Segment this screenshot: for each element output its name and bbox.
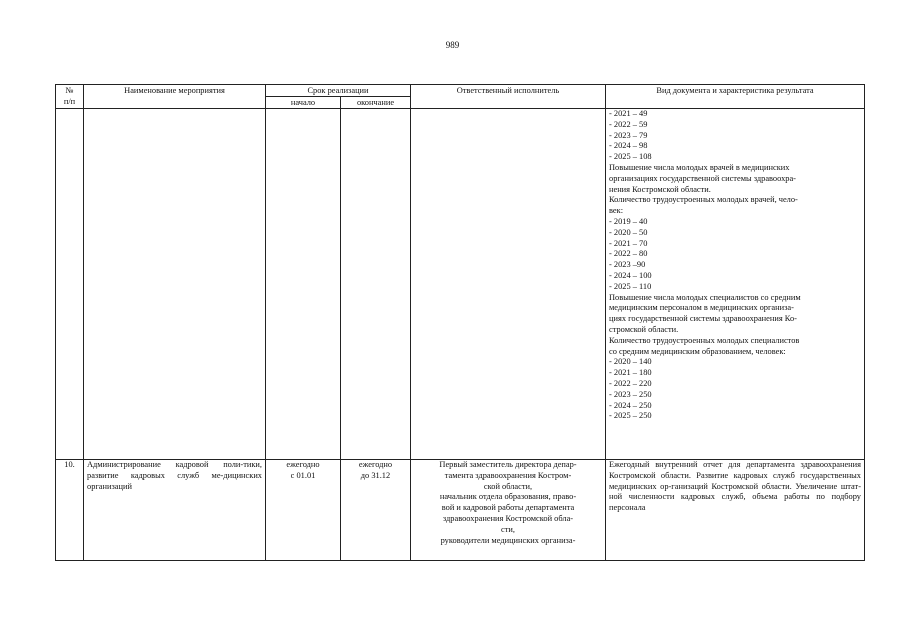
- row2-executor: [411, 460, 606, 561]
- header-num: № п/п: [56, 85, 84, 109]
- result-line: - 2025 – 250: [609, 411, 652, 421]
- result-line: Повышение числа молодых врачей в медицинских: [609, 162, 790, 172]
- measures-table: [55, 84, 865, 561]
- row1-executor: [411, 109, 606, 460]
- result-line: - 2024 – 250: [609, 400, 652, 410]
- result-line: - 2022 – 220: [609, 378, 652, 388]
- header-result: Вид документа и характеристика результата: [606, 85, 865, 109]
- row1-name: [84, 109, 266, 460]
- start-line: ежегодно: [286, 460, 320, 469]
- header-end: окончание: [341, 97, 411, 109]
- row1-start: [266, 109, 341, 460]
- table-row: [56, 460, 865, 561]
- result-line: Повышение числа молодых специалистов со средним: [609, 292, 801, 302]
- result-line: - 2020 – 50: [609, 227, 648, 237]
- result-line: циях государственной системы здравоохранения Ко-: [609, 314, 797, 324]
- row2-start: [266, 460, 341, 561]
- result-line: - 2023 – 79: [609, 130, 648, 140]
- result-line: стромской области.: [609, 324, 679, 334]
- result-line: со средним медицинским образованием, человек:: [609, 346, 786, 356]
- row2-name: Администрирование кадровой поли-тики, развитие кадровых служб ме-дицинских организаций: [84, 460, 266, 561]
- executor-line: тамента здравоохранения Костром-: [444, 470, 572, 480]
- executor-line: сти,: [501, 524, 515, 534]
- row2-num: 10.: [56, 460, 84, 561]
- page-number: 989: [445, 40, 460, 50]
- result-line: Количество трудоустроенных молодых специалистов: [609, 335, 800, 345]
- executor-line: здравоохранения Костромской обла-: [442, 513, 574, 523]
- row1-result: [606, 109, 865, 460]
- executor-line: Первый заместитель директора депар-: [439, 460, 577, 469]
- result-line: - 2022 – 80: [609, 249, 648, 259]
- executor-line: вой и кадровой работы департамента: [441, 503, 575, 513]
- result-line: медицинским персоналом в медицинских организа-: [609, 303, 794, 313]
- end-line: до 31.12: [360, 470, 391, 480]
- header-period: Срок реализации: [266, 85, 411, 97]
- result-line: - 2021 – 49: [609, 109, 648, 118]
- end-line: ежегодно: [358, 460, 393, 469]
- row1-end: [341, 109, 411, 460]
- result-line: - 2020 – 140: [609, 357, 652, 367]
- result-line: - 2021 – 70: [609, 238, 648, 248]
- header-executor: Ответственный исполнитель: [411, 85, 606, 109]
- result-line: - 2019 – 40: [609, 216, 648, 226]
- row1-num: [56, 109, 84, 460]
- row2-end: [341, 460, 411, 561]
- result-line: нения Костромской области.: [609, 184, 711, 194]
- header-start: начало: [266, 97, 341, 109]
- result-line: Количество трудоустроенных молодых врачей, чело-: [609, 195, 798, 205]
- result-line: - 2023 –90: [609, 260, 646, 270]
- result-line: организациях государственной системы здравоохра-: [609, 173, 796, 183]
- result-line: - 2023 – 250: [609, 389, 652, 399]
- table-header-row: [56, 85, 865, 97]
- result-line: - 2021 – 180: [609, 368, 652, 378]
- start-line: с 01.01: [290, 470, 316, 480]
- row2-result: Ежегодный внутренний отчет для департамента здравоохранения Костромской области. Развитие кадровых служб государственных медицинских ор-ганизаций Костромской области. Увеличение штат-ной численности кадровых служб, объема работы по подбору персонала: [606, 460, 865, 561]
- result-line: - 2025 – 110: [609, 281, 652, 291]
- result-line: - 2024 – 98: [609, 141, 648, 151]
- executor-line: начальник отдела образования, право-: [439, 492, 577, 502]
- table-row: [56, 109, 865, 460]
- result-line: - 2022 – 59: [609, 119, 648, 129]
- header-name: Наименование мероприятия: [84, 85, 266, 109]
- executor-line: руководители медицинских организа-: [440, 535, 576, 545]
- result-line: - 2025 – 108: [609, 152, 652, 162]
- result-line: - 2024 – 100: [609, 270, 652, 280]
- result-line: век:: [609, 206, 624, 216]
- executor-line: ской области,: [483, 481, 533, 491]
